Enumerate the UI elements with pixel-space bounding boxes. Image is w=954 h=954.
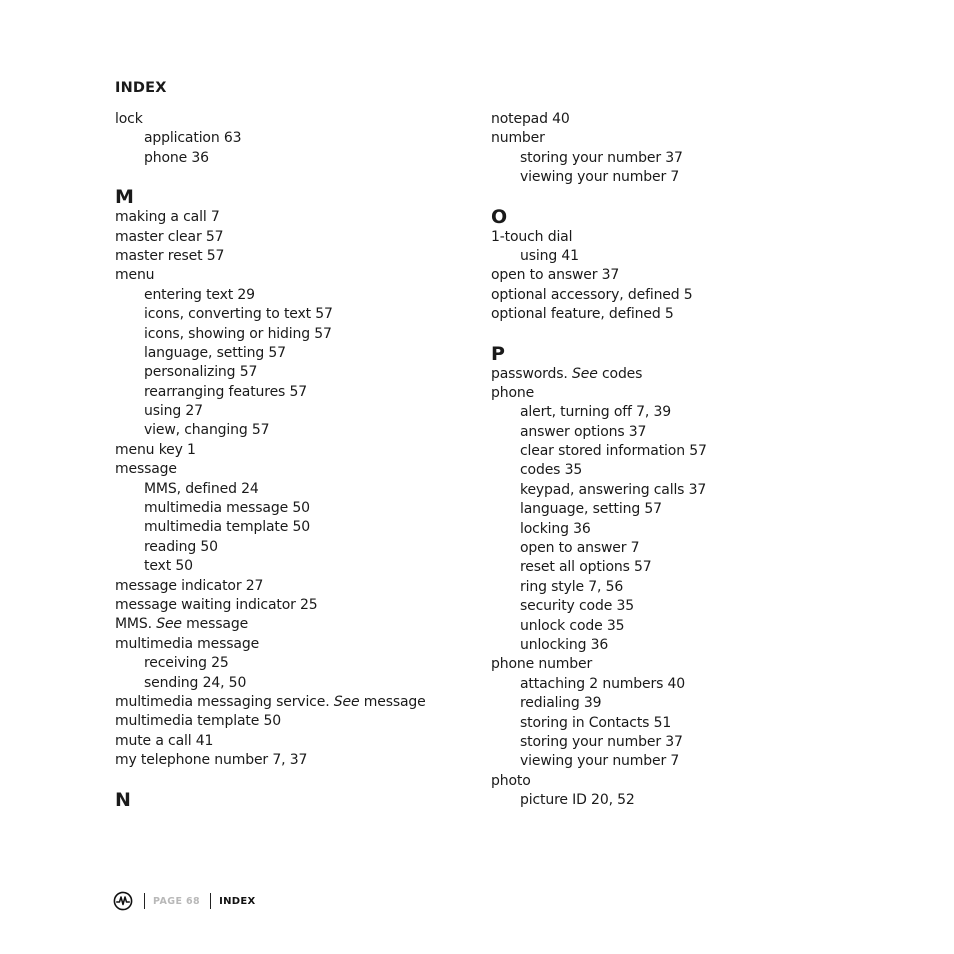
index-entry: phone — [491, 384, 535, 401]
entry-reference-target: message — [181, 616, 249, 633]
section-letter: O — [491, 205, 508, 228]
see-reference: See — [156, 616, 182, 633]
index-subentry: alert, turning off 7, 39 — [520, 404, 671, 421]
see-reference: See — [333, 693, 360, 710]
index-entry: number — [491, 130, 545, 147]
index-subentry: multimedia message 50 — [144, 500, 310, 517]
section-name: INDEX — [219, 895, 256, 907]
index-subentry: using 41 — [520, 247, 579, 264]
index-entry: master reset 57 — [115, 247, 225, 264]
index-subentry: receiving 25 — [144, 655, 229, 672]
index-subentry: attaching 2 numbers 40 — [520, 675, 686, 692]
index-entry: open to answer 37 — [491, 267, 620, 284]
index-entry: phone number — [491, 656, 593, 673]
entry-reference-target: codes — [597, 365, 643, 382]
index-entry: 1-touch dial — [491, 228, 573, 245]
section-letter: P — [491, 342, 505, 365]
index-entry: photo — [491, 772, 531, 789]
index-subentry: storing your number 37 — [520, 149, 683, 166]
index-subentry: entering text 29 — [144, 286, 255, 303]
entry-text: passwords. — [491, 365, 573, 382]
index-entry: menu — [115, 267, 155, 284]
page-footer — [113, 890, 256, 912]
footer-divider — [144, 893, 145, 909]
index-subentry: language, setting 57 — [144, 344, 286, 361]
footer-divider — [210, 893, 211, 909]
section-letter: N — [115, 788, 131, 811]
index-subentry: storing in Contacts 51 — [520, 714, 672, 731]
index-entry: mute a call 41 — [115, 732, 214, 749]
page-number: PAGE 68 — [153, 895, 201, 907]
index-subentry: MMS, defined 24 — [144, 480, 259, 497]
index-entry — [115, 693, 455, 712]
index-entry: optional feature, defined 5 — [491, 306, 674, 323]
index-subentry: viewing your number 7 — [520, 753, 680, 770]
index-entry: my telephone number 7, 37 — [115, 752, 308, 769]
index-subentry: application 63 — [144, 130, 242, 147]
index-subentry: text 50 — [144, 558, 193, 575]
index-subentry: multimedia template 50 — [144, 519, 310, 536]
index-entry: message indicator 27 — [115, 577, 264, 594]
section-letter: M — [115, 186, 134, 209]
index-entry — [491, 365, 831, 384]
entry-text: multimedia messaging service. — [115, 693, 334, 710]
index-entry: notepad 40 — [491, 111, 570, 127]
index-subentry: rearranging features 57 — [144, 383, 307, 400]
index-subentry: answer options 37 — [520, 423, 647, 440]
index-subentry: icons, converting to text 57 — [144, 306, 333, 323]
motorola-logo-icon — [113, 891, 133, 911]
entry-reference-target: message — [359, 693, 426, 710]
index-subentry: locking 36 — [520, 520, 591, 537]
index-subentry: reset all options 57 — [520, 559, 652, 576]
index-subentry: using 27 — [144, 403, 203, 420]
index-subentry: sending 24, 50 — [144, 674, 247, 691]
index-subentry: redialing 39 — [520, 695, 602, 712]
index-entry: multimedia template 50 — [115, 713, 281, 730]
index-subentry: unlocking 36 — [520, 636, 609, 653]
index-subentry: clear stored information 57 — [520, 443, 707, 460]
index-subentry: view, changing 57 — [144, 422, 270, 439]
page-title: INDEX — [115, 80, 167, 96]
index-subentry: security code 35 — [520, 598, 634, 615]
entry-text: MMS. — [115, 616, 157, 633]
index-subentry: unlock code 35 — [520, 617, 625, 634]
index-entry — [115, 615, 455, 634]
index-subentry: language, setting 57 — [520, 501, 662, 518]
index-entry: message waiting indicator 25 — [115, 596, 318, 613]
index-entry: message — [115, 461, 177, 478]
index-column-left — [115, 110, 455, 811]
index-subentry: ring style 7, 56 — [520, 578, 624, 595]
index-subentry: storing your number 37 — [520, 733, 683, 750]
index-entry: making a call 7 — [115, 209, 220, 226]
index-subentry: personalizing 57 — [144, 364, 258, 381]
index-subentry: open to answer 7 — [520, 540, 640, 557]
index-entry: menu key 1 — [115, 441, 196, 458]
index-entry: master clear 57 — [115, 228, 224, 245]
index-subentry: phone 36 — [144, 149, 209, 166]
index-subentry: viewing your number 7 — [520, 169, 680, 186]
index-column-right — [491, 110, 831, 811]
index-subentry: icons, showing or hiding 57 — [144, 325, 332, 342]
index-subentry: codes 35 — [520, 462, 583, 479]
index-entry: lock — [115, 111, 143, 127]
index-subentry: reading 50 — [144, 538, 218, 555]
index-entry: multimedia message — [115, 635, 260, 652]
index-entry: optional accessory, defined 5 — [491, 286, 693, 303]
index-subentry: picture ID 20, 52 — [520, 792, 635, 809]
see-reference: See — [572, 365, 598, 382]
index-subentry: keypad, answering calls 37 — [520, 481, 707, 498]
